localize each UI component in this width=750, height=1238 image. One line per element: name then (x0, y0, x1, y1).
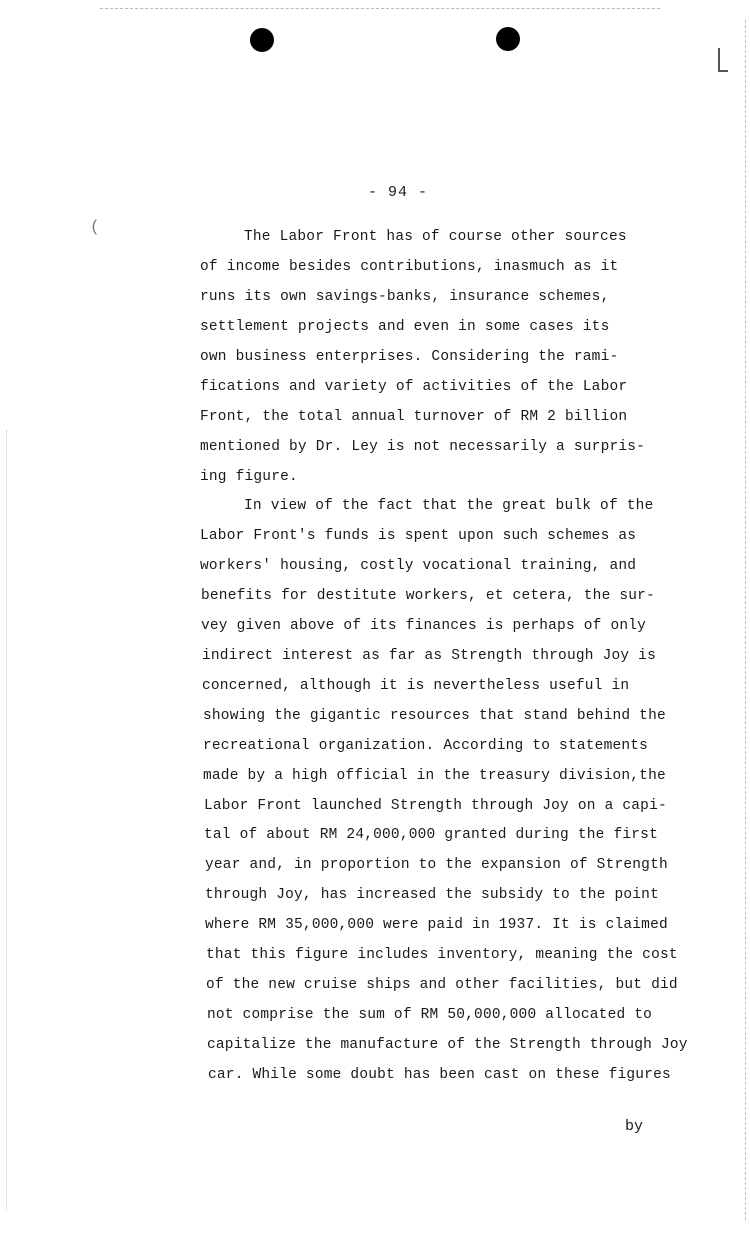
text-line: vey given above of its finances is perhaps of only (201, 618, 647, 634)
text-line: Labor Front launched Strength through Joy on a capi- (204, 798, 667, 814)
page-number: - 94 - (368, 184, 429, 201)
catchword: by (625, 1118, 644, 1135)
text-line: where RM 35,000,000 were paid in 1937. It is claimed (205, 917, 668, 933)
text-line: own business enterprises. Considering the rami- (200, 349, 619, 365)
text-line: mentioned by Dr. Ley is not necessarily a surpris- (200, 439, 646, 455)
text-line: In view of the fact that the great bulk of the (244, 498, 654, 514)
text-line: car. While some doubt has been cast on these figures (208, 1067, 671, 1083)
punch-hole-left (250, 28, 274, 52)
text-line: of the new cruise ships and other facilities, but did (206, 977, 678, 993)
text-line: not comprise the sum of RM 50,000,000 allocated to (207, 1007, 653, 1023)
text-line: benefits for destitute workers, et cetera, the sur- (201, 588, 655, 604)
page-edge-left (6, 430, 7, 1210)
text-line: made by a high official in the treasury division,the (203, 768, 666, 784)
text-line: ing figure. (200, 469, 298, 485)
text-line: runs its own savings-banks, insurance schemes, (200, 289, 610, 305)
corner-mark (718, 48, 728, 72)
text-line: year and, in proportion to the expansion of Strength (205, 857, 668, 873)
margin-mark: ( (90, 218, 100, 236)
punch-hole-right (496, 27, 520, 51)
text-line: fications and variety of activities of the Labor (200, 379, 628, 395)
text-line: Labor Front's funds is spent upon such schemes as (200, 528, 637, 544)
text-line: workers' housing, costly vocational training, and (200, 558, 637, 574)
text-line: tal of about RM 24,000,000 granted during the first (204, 827, 658, 843)
text-line: capitalize the manufacture of the Strength through Joy (207, 1037, 688, 1053)
page-edge-right (745, 20, 746, 1220)
page-edge-top (100, 8, 660, 9)
text-line: Front, the total annual turnover of RM 2 billion (200, 409, 628, 425)
text-line: settlement projects and even in some cases its (200, 319, 610, 335)
text-line: showing the gigantic resources that stand behind the (203, 708, 666, 724)
text-line: recreational organization. According to statements (203, 738, 649, 754)
text-line: through Joy, has increased the subsidy to the point (205, 887, 659, 903)
text-line: The Labor Front has of course other sources (244, 229, 627, 245)
text-line: indirect interest as far as Strength through Joy is (202, 648, 656, 664)
text-line: of income besides contributions, inasmuch as it (200, 259, 619, 275)
text-line: that this figure includes inventory, meaning the cost (206, 947, 678, 963)
text-line: concerned, although it is nevertheless useful in (202, 678, 630, 694)
